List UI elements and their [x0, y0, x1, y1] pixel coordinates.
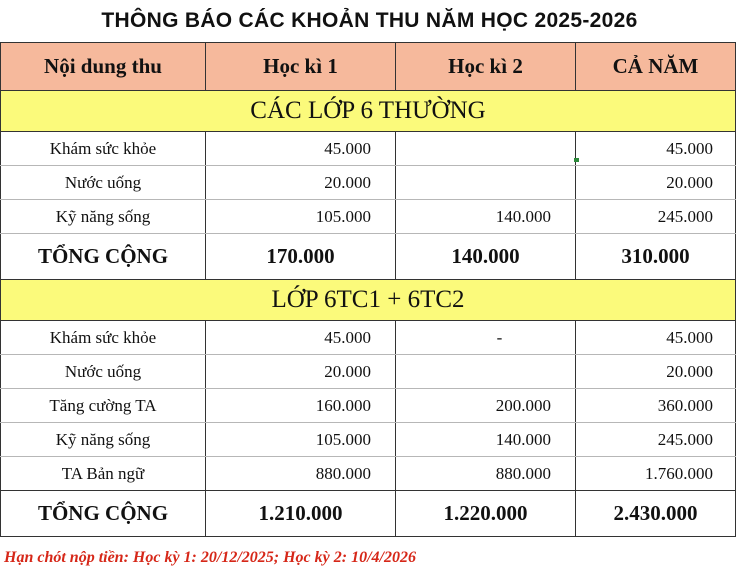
total-hk2: 1.220.000 [396, 491, 576, 537]
total-year: 2.430.000 [576, 491, 736, 537]
fee-name: Khám sức khỏe [1, 321, 206, 355]
header-semester-1: Học kì 1 [206, 43, 396, 91]
fee-hk2: - [396, 321, 576, 355]
fee-hk1: 45.000 [206, 132, 396, 166]
total-hk1: 170.000 [206, 234, 396, 280]
fee-name: Nước uống [1, 355, 206, 389]
total-label: TỔNG CỘNG [1, 234, 206, 280]
table-header-row [1, 43, 736, 91]
section-label: LỚP 6TC1 + 6TC2 [1, 280, 736, 321]
fee-year: 20.000 [576, 355, 736, 389]
total-hk1: 1.210.000 [206, 491, 396, 537]
fee-hk1: 880.000 [206, 457, 396, 491]
fee-name: Nước uống [1, 166, 206, 200]
fee-hk1: 45.000 [206, 321, 396, 355]
fee-hk1: 105.000 [206, 200, 396, 234]
fee-year: 45.000 [576, 132, 736, 166]
fee-hk2: 200.000 [396, 389, 576, 423]
payment-deadline-note: Hạn chót nộp tiền: Học kỳ 1: 20/12/2025; Học kỳ 2: 10/4/2026 [4, 549, 416, 566]
section-label: CÁC LỚP 6 THƯỜNG [1, 91, 736, 132]
table-row [1, 423, 736, 457]
table-row [1, 389, 736, 423]
page-title: THÔNG BÁO CÁC KHOẢN THU NĂM HỌC 2025-2026 [101, 9, 638, 32]
total-row-tc [1, 491, 736, 537]
fee-table [0, 42, 736, 537]
total-year: 310.000 [576, 234, 736, 280]
fee-hk2 [396, 132, 576, 166]
table-row [1, 355, 736, 389]
fee-year: 245.000 [576, 200, 736, 234]
header-content: Nội dung thu [1, 43, 206, 91]
fee-year: 360.000 [576, 389, 736, 423]
fee-name: Kỹ năng sống [1, 423, 206, 457]
fee-hk1: 20.000 [206, 355, 396, 389]
section-header-regular [1, 91, 736, 132]
section-header-tc [1, 280, 736, 321]
table-row [1, 166, 736, 200]
fee-name: Khám sức khỏe [1, 132, 206, 166]
fee-year: 1.760.000 [576, 457, 736, 491]
fee-name: Tăng cường TA [1, 389, 206, 423]
table-row [1, 457, 736, 491]
fee-hk1: 160.000 [206, 389, 396, 423]
fee-hk2: 880.000 [396, 457, 576, 491]
fee-name: Kỹ năng sống [1, 200, 206, 234]
fee-hk2 [396, 166, 576, 200]
table-row [1, 200, 736, 234]
fee-hk2: 140.000 [396, 200, 576, 234]
header-semester-2: Học kì 2 [396, 43, 576, 91]
fee-year: 245.000 [576, 423, 736, 457]
fee-hk2 [396, 355, 576, 389]
fee-hk1: 105.000 [206, 423, 396, 457]
table-row [1, 132, 736, 166]
table-row [1, 321, 736, 355]
fee-hk1: 20.000 [206, 166, 396, 200]
fee-name: TA Bản ngữ [1, 457, 206, 491]
cell-error-marker [574, 158, 579, 162]
total-hk2: 140.000 [396, 234, 576, 280]
fee-year: 20.000 [576, 166, 736, 200]
total-label: TỔNG CỘNG [1, 491, 206, 537]
header-full-year: CẢ NĂM [576, 43, 736, 91]
fee-year: 45.000 [576, 321, 736, 355]
total-row-regular [1, 234, 736, 280]
fee-hk2: 140.000 [396, 423, 576, 457]
